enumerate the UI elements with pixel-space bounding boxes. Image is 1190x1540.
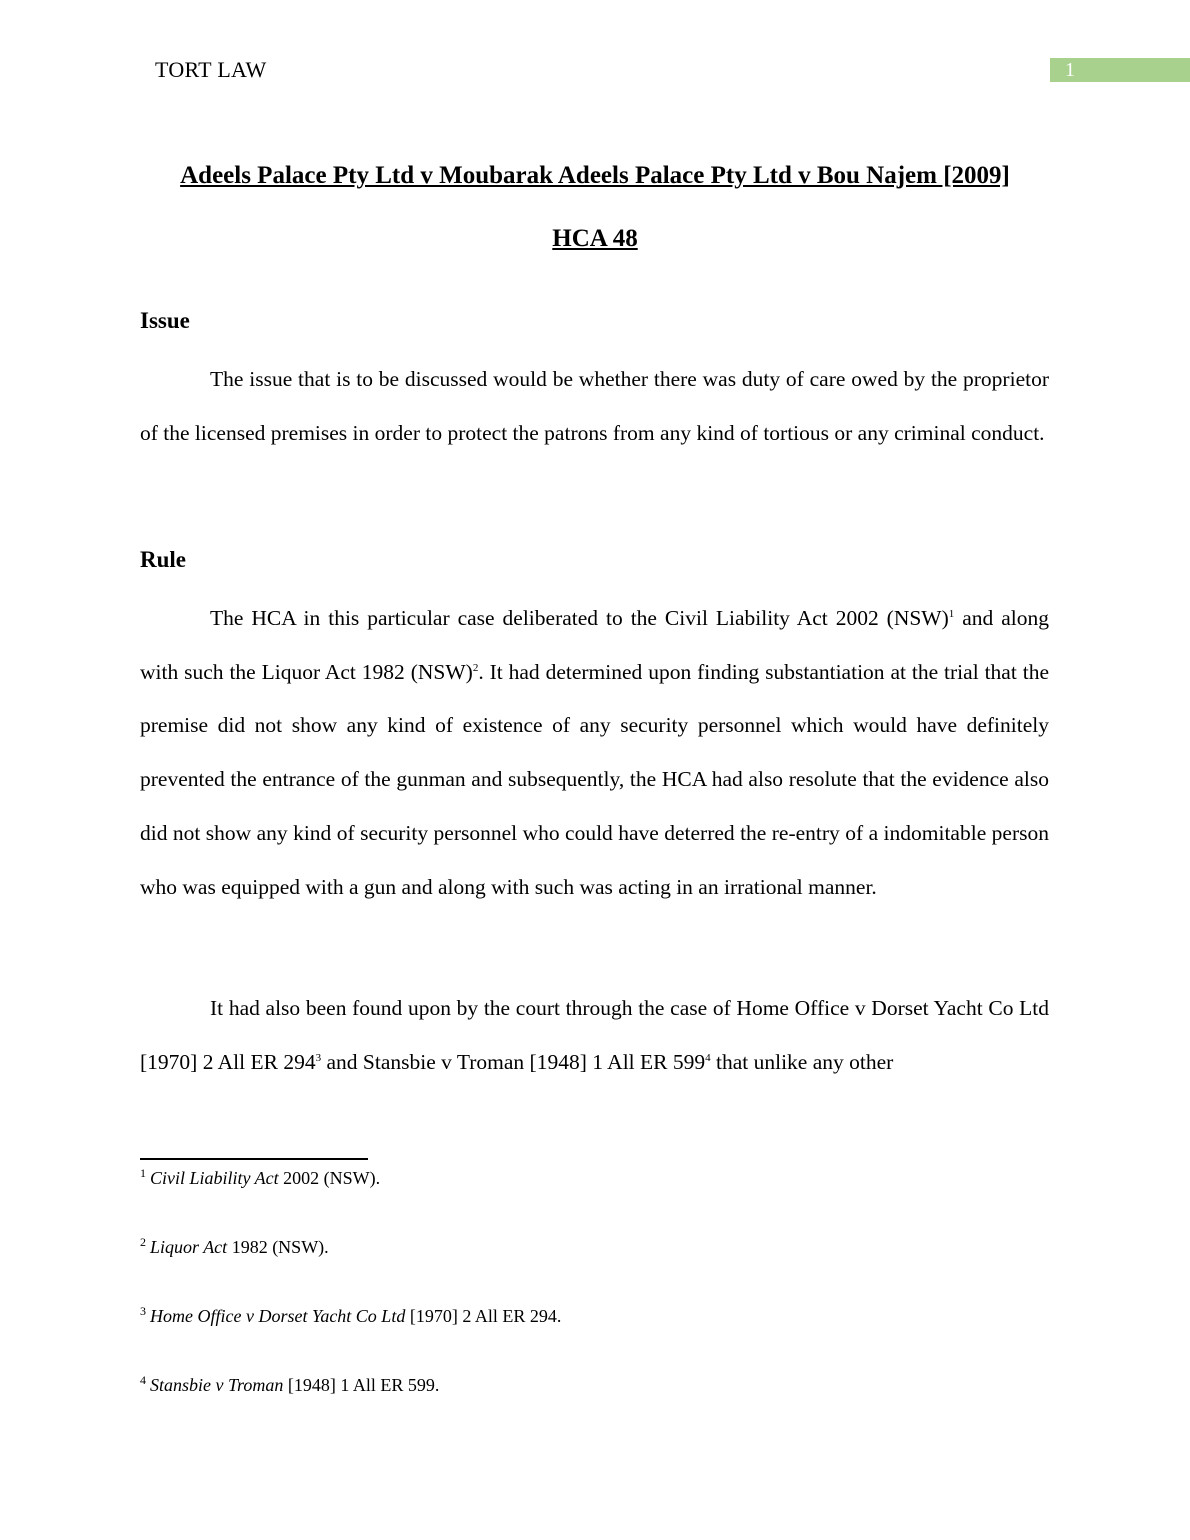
rule-p1-text-a: The HCA in this particular case deliberated to the Civil Liability Act 2002 (NSW) xyxy=(210,606,949,630)
footnote-2-number: 2 xyxy=(140,1235,146,1249)
footnote-1-rest: 2002 (NSW). xyxy=(278,1168,381,1188)
footnote-1 xyxy=(140,1168,380,1189)
rule-paragraph-2 xyxy=(140,982,1049,1089)
rule-heading: Rule xyxy=(140,547,186,572)
footnote-ref-4[interactable]: 4 xyxy=(705,1051,711,1064)
footnote-3 xyxy=(140,1306,561,1327)
document-title-line-2: HCA 48 xyxy=(552,225,638,252)
footnote-4-number: 4 xyxy=(140,1373,146,1387)
footnote-3-number: 3 xyxy=(140,1304,146,1318)
issue-paragraph: The issue that is to be discussed would be whether there was duty of care owed by the proprietor of the licensed premises in order to protect the patrons from any kind of tortious or any criminal conduct. xyxy=(140,367,1049,445)
document-title-line-1: Adeels Palace Pty Ltd v Moubarak Adeels Palace Pty Ltd v Bou Najem [2009] xyxy=(180,162,1010,189)
running-head: TORT LAW xyxy=(155,57,267,82)
footnote-1-title: Civil Liability Act xyxy=(150,1168,279,1188)
footnote-separator xyxy=(140,1158,368,1160)
issue-heading: Issue xyxy=(140,308,190,333)
footnote-3-rest: [1970] 2 All ER 294. xyxy=(405,1306,562,1326)
rule-p2-text-a: It had also been found upon by the court through the case of Home Office v Dorset Yacht Co Ltd [1970] 2 All ER 294 xyxy=(140,996,1049,1074)
footnote-ref-2[interactable]: 2 xyxy=(472,661,479,674)
rule-p1-text-b: and along with such the Liquor Act 1982 (NSW) xyxy=(140,606,1049,684)
rule-paragraph-1 xyxy=(140,592,1049,914)
footnote-ref-3[interactable]: 3 xyxy=(315,1051,322,1064)
footnote-3-title: Home Office v Dorset Yacht Co Ltd xyxy=(150,1306,406,1326)
footnote-1-number: 1 xyxy=(140,1166,146,1180)
footnote-4-title: Stansbie v Troman xyxy=(150,1375,284,1395)
footnote-4 xyxy=(140,1375,439,1396)
page-number: 1 xyxy=(1050,58,1190,82)
footnote-2-title: Liquor Act xyxy=(150,1237,228,1257)
rule-p2-text-b: and Stansbie v Troman [1948] 1 All ER 599 xyxy=(321,1049,706,1074)
rule-p2-text-c: that unlike any other xyxy=(710,1049,894,1074)
footnote-4-rest: [1948] 1 All ER 599. xyxy=(283,1375,440,1395)
rule-p1-text-c: . It had determined upon finding substantiation at the trial that the premise did not show any kind of existence of any security personnel which would have definitely prevented the entrance of the gunman and subsequently, the HCA had also resolute that the evidence also did not show any kind of security personnel who could have deterred the re-entry of a indomitable person who was equipped with a gun and along with such was acting in an irrational manner. xyxy=(140,659,1049,899)
footnote-ref-1[interactable]: 1 xyxy=(948,607,955,620)
footnote-2-rest: 1982 (NSW). xyxy=(227,1237,329,1257)
footnote-2 xyxy=(140,1237,329,1258)
